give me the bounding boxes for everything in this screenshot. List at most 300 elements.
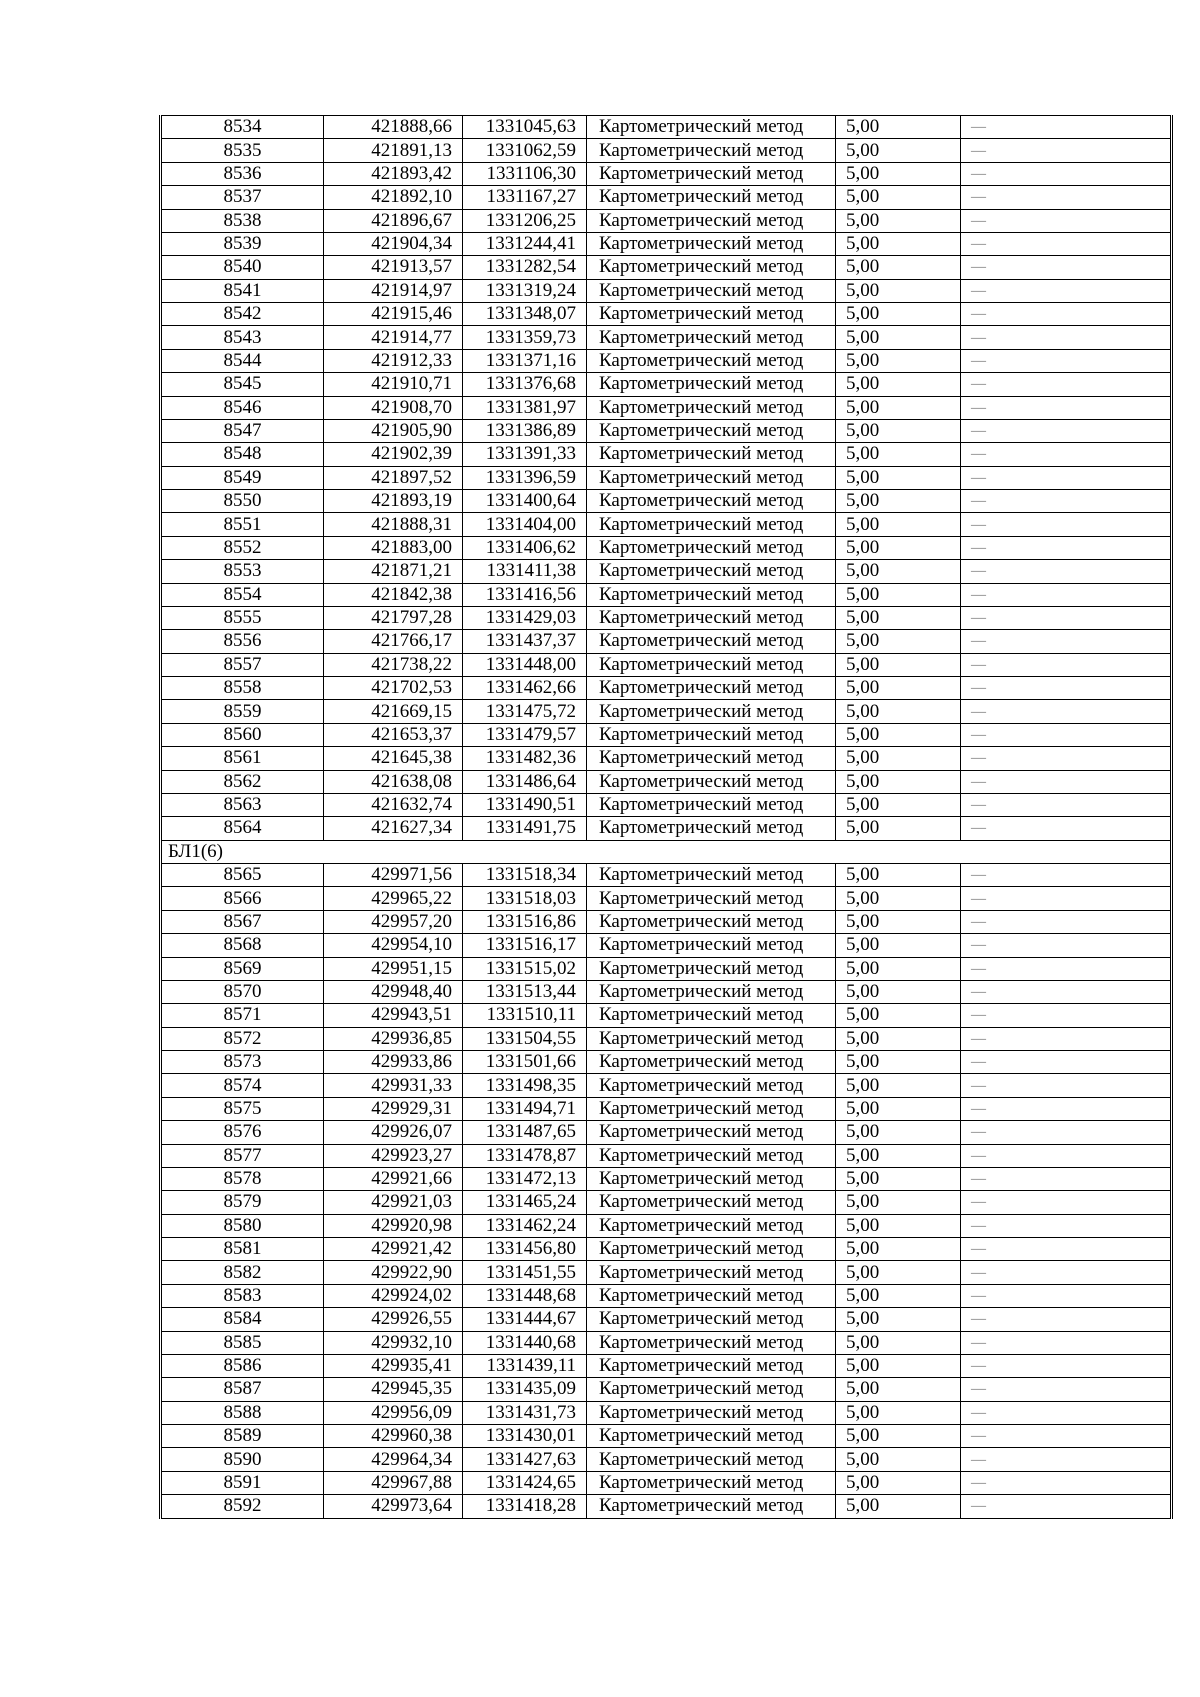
accuracy-cell: 5,00 [836, 1167, 961, 1190]
description-cell: — [961, 864, 1172, 887]
point-number-cell: 8578 [161, 1167, 324, 1190]
point-number-cell: 8557 [161, 653, 324, 676]
table-row [161, 1471, 1172, 1494]
table-row [161, 466, 1172, 489]
method-cell: Картометрический метод [587, 1074, 836, 1097]
x-coordinate-cell: 421738,22 [324, 653, 463, 676]
y-coordinate-cell: 1331106,30 [463, 162, 587, 185]
method-cell: Картометрический метод [587, 1167, 836, 1190]
description-cell: — [961, 677, 1172, 700]
description-cell: — [961, 1004, 1172, 1027]
method-cell: Картометрический метод [587, 1331, 836, 1354]
point-number-cell: 8587 [161, 1378, 324, 1401]
y-coordinate-cell: 1331456,80 [463, 1238, 587, 1261]
description-cell: — [961, 910, 1172, 933]
x-coordinate-cell: 421905,90 [324, 419, 463, 442]
x-coordinate-cell: 421766,17 [324, 630, 463, 653]
y-coordinate-cell: 1331491,75 [463, 817, 587, 840]
description-cell: — [961, 1471, 1172, 1494]
accuracy-cell: 5,00 [836, 116, 961, 139]
point-number-cell: 8581 [161, 1238, 324, 1261]
x-coordinate-cell: 421913,57 [324, 256, 463, 279]
y-coordinate-cell: 1331400,64 [463, 490, 587, 513]
method-cell: Картометрический метод [587, 817, 836, 840]
method-cell: Картометрический метод [587, 583, 836, 606]
x-coordinate-cell: 429921,66 [324, 1167, 463, 1190]
table-row [161, 419, 1172, 442]
method-cell: Картометрический метод [587, 419, 836, 442]
method-cell: Картометрический метод [587, 396, 836, 419]
x-coordinate-cell: 421893,19 [324, 490, 463, 513]
y-coordinate-cell: 1331418,28 [463, 1495, 587, 1518]
method-cell: Картометрический метод [587, 1191, 836, 1214]
table-row [161, 583, 1172, 606]
y-coordinate-cell: 1331498,35 [463, 1074, 587, 1097]
description-cell: — [961, 1191, 1172, 1214]
description-cell: — [961, 1495, 1172, 1518]
x-coordinate-cell: 429960,38 [324, 1425, 463, 1448]
y-coordinate-cell: 1331490,51 [463, 793, 587, 816]
table-row [161, 560, 1172, 583]
accuracy-cell: 5,00 [836, 1097, 961, 1120]
point-number-cell: 8565 [161, 864, 324, 887]
accuracy-cell: 5,00 [836, 770, 961, 793]
accuracy-cell: 5,00 [836, 1238, 961, 1261]
point-number-cell: 8534 [161, 116, 324, 139]
point-number-cell: 8547 [161, 419, 324, 442]
point-number-cell: 8535 [161, 139, 324, 162]
x-coordinate-cell: 429935,41 [324, 1354, 463, 1377]
method-cell: Картометрический метод [587, 1401, 836, 1424]
y-coordinate-cell: 1331391,33 [463, 443, 587, 466]
table-row [161, 1191, 1172, 1214]
point-number-cell: 8548 [161, 443, 324, 466]
y-coordinate-cell: 1331516,86 [463, 910, 587, 933]
table-row [161, 980, 1172, 1003]
method-cell: Картометрический метод [587, 116, 836, 139]
table-row [161, 232, 1172, 255]
table-row [161, 1425, 1172, 1448]
description-cell: — [961, 980, 1172, 1003]
accuracy-cell: 5,00 [836, 934, 961, 957]
method-cell: Картометрический метод [587, 957, 836, 980]
point-number-cell: 8546 [161, 396, 324, 419]
description-cell: — [961, 186, 1172, 209]
accuracy-cell: 5,00 [836, 443, 961, 466]
point-number-cell: 8554 [161, 583, 324, 606]
description-cell: — [961, 957, 1172, 980]
table-row [161, 373, 1172, 396]
point-number-cell: 8572 [161, 1027, 324, 1050]
point-number-cell: 8585 [161, 1331, 324, 1354]
point-number-cell: 8571 [161, 1004, 324, 1027]
point-number-cell: 8588 [161, 1401, 324, 1424]
accuracy-cell: 5,00 [836, 279, 961, 302]
point-number-cell: 8579 [161, 1191, 324, 1214]
x-coordinate-cell: 421891,13 [324, 139, 463, 162]
point-number-cell: 8540 [161, 256, 324, 279]
y-coordinate-cell: 1331396,59 [463, 466, 587, 489]
description-cell: — [961, 583, 1172, 606]
x-coordinate-cell: 429932,10 [324, 1331, 463, 1354]
accuracy-cell: 5,00 [836, 466, 961, 489]
method-cell: Картометрический метод [587, 1378, 836, 1401]
method-cell: Картометрический метод [587, 793, 836, 816]
y-coordinate-cell: 1331411,38 [463, 560, 587, 583]
description-cell: — [961, 747, 1172, 770]
table-row [161, 536, 1172, 559]
x-coordinate-cell: 429920,98 [324, 1214, 463, 1237]
description-cell: — [961, 817, 1172, 840]
x-coordinate-cell: 429971,56 [324, 864, 463, 887]
point-number-cell: 8568 [161, 934, 324, 957]
accuracy-cell: 5,00 [836, 1401, 961, 1424]
description-cell: — [961, 349, 1172, 372]
method-cell: Картометрический метод [587, 1097, 836, 1120]
x-coordinate-cell: 429967,88 [324, 1471, 463, 1494]
table-row [161, 1214, 1172, 1237]
point-number-cell: 8550 [161, 490, 324, 513]
table-row [161, 1284, 1172, 1307]
method-cell: Картометрический метод [587, 232, 836, 255]
y-coordinate-cell: 1331518,34 [463, 864, 587, 887]
y-coordinate-cell: 1331516,17 [463, 934, 587, 957]
table-row [161, 1074, 1172, 1097]
table-row [161, 139, 1172, 162]
description-cell: — [961, 1167, 1172, 1190]
accuracy-cell: 5,00 [836, 677, 961, 700]
y-coordinate-cell: 1331371,16 [463, 349, 587, 372]
accuracy-cell: 5,00 [836, 1261, 961, 1284]
x-coordinate-cell: 429954,10 [324, 934, 463, 957]
point-number-cell: 8556 [161, 630, 324, 653]
table-row [161, 700, 1172, 723]
description-cell: — [961, 770, 1172, 793]
y-coordinate-cell: 1331448,68 [463, 1284, 587, 1307]
table-row [161, 887, 1172, 910]
table-row [161, 1144, 1172, 1167]
y-coordinate-cell: 1331510,11 [463, 1004, 587, 1027]
x-coordinate-cell: 429956,09 [324, 1401, 463, 1424]
y-coordinate-cell: 1331424,65 [463, 1471, 587, 1494]
description-cell: — [961, 1214, 1172, 1237]
method-cell: Картометрический метод [587, 1004, 836, 1027]
y-coordinate-cell: 1331429,03 [463, 606, 587, 629]
point-number-cell: 8570 [161, 980, 324, 1003]
accuracy-cell: 5,00 [836, 1051, 961, 1074]
table-row [161, 162, 1172, 185]
table-row [161, 1308, 1172, 1331]
table-row [161, 653, 1172, 676]
description-cell: — [961, 396, 1172, 419]
accuracy-cell: 5,00 [836, 1308, 961, 1331]
point-number-cell: 8559 [161, 700, 324, 723]
method-cell: Картометрический метод [587, 536, 836, 559]
description-cell: — [961, 606, 1172, 629]
description-cell: — [961, 1331, 1172, 1354]
description-cell: — [961, 1144, 1172, 1167]
accuracy-cell: 5,00 [836, 1214, 961, 1237]
accuracy-cell: 5,00 [836, 349, 961, 372]
accuracy-cell: 5,00 [836, 326, 961, 349]
method-cell: Картометрический метод [587, 560, 836, 583]
x-coordinate-cell: 421902,39 [324, 443, 463, 466]
table-row [161, 910, 1172, 933]
x-coordinate-cell: 429951,15 [324, 957, 463, 980]
y-coordinate-cell: 1331482,36 [463, 747, 587, 770]
description-cell: — [961, 793, 1172, 816]
accuracy-cell: 5,00 [836, 303, 961, 326]
point-number-cell: 8573 [161, 1051, 324, 1074]
x-coordinate-cell: 429936,85 [324, 1027, 463, 1050]
description-cell: — [961, 1401, 1172, 1424]
y-coordinate-cell: 1331045,63 [463, 116, 587, 139]
x-coordinate-cell: 421912,33 [324, 349, 463, 372]
accuracy-cell: 5,00 [836, 1027, 961, 1050]
x-coordinate-cell: 429957,20 [324, 910, 463, 933]
x-coordinate-cell: 421883,00 [324, 536, 463, 559]
table-row [161, 1378, 1172, 1401]
method-cell: Картометрический метод [587, 1144, 836, 1167]
method-cell: Картометрический метод [587, 910, 836, 933]
point-number-cell: 8582 [161, 1261, 324, 1284]
y-coordinate-cell: 1331478,87 [463, 1144, 587, 1167]
table-row [161, 864, 1172, 887]
method-cell: Картометрический метод [587, 326, 836, 349]
table-row [161, 116, 1172, 139]
accuracy-cell: 5,00 [836, 560, 961, 583]
description-cell: — [961, 373, 1172, 396]
description-cell: — [961, 490, 1172, 513]
y-coordinate-cell: 1331348,07 [463, 303, 587, 326]
point-number-cell: 8577 [161, 1144, 324, 1167]
method-cell: Картометрический метод [587, 139, 836, 162]
point-number-cell: 8590 [161, 1448, 324, 1471]
accuracy-cell: 5,00 [836, 630, 961, 653]
method-cell: Картометрический метод [587, 630, 836, 653]
point-number-cell: 8541 [161, 279, 324, 302]
point-number-cell: 8576 [161, 1121, 324, 1144]
accuracy-cell: 5,00 [836, 373, 961, 396]
x-coordinate-cell: 429933,86 [324, 1051, 463, 1074]
x-coordinate-cell: 421892,10 [324, 186, 463, 209]
accuracy-cell: 5,00 [836, 232, 961, 255]
point-number-cell: 8538 [161, 209, 324, 232]
x-coordinate-cell: 421645,38 [324, 747, 463, 770]
point-number-cell: 8539 [161, 232, 324, 255]
method-cell: Картометрический метод [587, 1354, 836, 1377]
y-coordinate-cell: 1331513,44 [463, 980, 587, 1003]
table-row [161, 630, 1172, 653]
description-cell: — [961, 1051, 1172, 1074]
y-coordinate-cell: 1331386,89 [463, 419, 587, 442]
y-coordinate-cell: 1331406,62 [463, 536, 587, 559]
y-coordinate-cell: 1331494,71 [463, 1097, 587, 1120]
point-number-cell: 8549 [161, 466, 324, 489]
point-number-cell: 8551 [161, 513, 324, 536]
y-coordinate-cell: 1331430,01 [463, 1425, 587, 1448]
accuracy-cell: 5,00 [836, 209, 961, 232]
method-cell: Картометрический метод [587, 1308, 836, 1331]
table-row [161, 1261, 1172, 1284]
table-row [161, 513, 1172, 536]
y-coordinate-cell: 1331244,41 [463, 232, 587, 255]
accuracy-cell: 5,00 [836, 1354, 961, 1377]
table-body [161, 116, 1172, 1519]
method-cell: Картометрический метод [587, 700, 836, 723]
method-cell: Картометрический метод [587, 209, 836, 232]
description-cell: — [961, 232, 1172, 255]
accuracy-cell: 5,00 [836, 162, 961, 185]
method-cell: Картометрический метод [587, 1051, 836, 1074]
description-cell: — [961, 1354, 1172, 1377]
accuracy-cell: 5,00 [836, 1074, 961, 1097]
accuracy-cell: 5,00 [836, 1495, 961, 1518]
description-cell: — [961, 630, 1172, 653]
x-coordinate-cell: 429921,42 [324, 1238, 463, 1261]
x-coordinate-cell: 429973,64 [324, 1495, 463, 1518]
table-row [161, 957, 1172, 980]
accuracy-cell: 5,00 [836, 747, 961, 770]
x-coordinate-cell: 429924,02 [324, 1284, 463, 1307]
description-cell: — [961, 700, 1172, 723]
table-row [161, 279, 1172, 302]
table-row [161, 934, 1172, 957]
y-coordinate-cell: 1331462,66 [463, 677, 587, 700]
method-cell: Картометрический метод [587, 1425, 836, 1448]
x-coordinate-cell: 421893,42 [324, 162, 463, 185]
accuracy-cell: 5,00 [836, 186, 961, 209]
x-coordinate-cell: 421669,15 [324, 700, 463, 723]
method-cell: Картометрический метод [587, 747, 836, 770]
y-coordinate-cell: 1331319,24 [463, 279, 587, 302]
table-row [161, 677, 1172, 700]
point-number-cell: 8592 [161, 1495, 324, 1518]
table-row [161, 443, 1172, 466]
point-number-cell: 8567 [161, 910, 324, 933]
method-cell: Картометрический метод [587, 606, 836, 629]
description-cell: — [961, 279, 1172, 302]
description-cell: — [961, 536, 1172, 559]
method-cell: Картометрический метод [587, 1261, 836, 1284]
x-coordinate-cell: 429922,90 [324, 1261, 463, 1284]
y-coordinate-cell: 1331451,55 [463, 1261, 587, 1284]
accuracy-cell: 5,00 [836, 606, 961, 629]
method-cell: Картометрический метод [587, 349, 836, 372]
accuracy-cell: 5,00 [836, 1448, 961, 1471]
description-cell: — [961, 1121, 1172, 1144]
point-number-cell: 8537 [161, 186, 324, 209]
x-coordinate-cell: 429943,51 [324, 1004, 463, 1027]
point-number-cell: 8562 [161, 770, 324, 793]
x-coordinate-cell: 421915,46 [324, 303, 463, 326]
table-row [161, 793, 1172, 816]
y-coordinate-cell: 1331427,63 [463, 1448, 587, 1471]
description-cell: — [961, 513, 1172, 536]
description-cell: — [961, 1097, 1172, 1120]
y-coordinate-cell: 1331501,66 [463, 1051, 587, 1074]
method-cell: Картометрический метод [587, 1448, 836, 1471]
method-cell: Картометрический метод [587, 1495, 836, 1518]
method-cell: Картометрический метод [587, 466, 836, 489]
accuracy-cell: 5,00 [836, 1378, 961, 1401]
y-coordinate-cell: 1331206,25 [463, 209, 587, 232]
x-coordinate-cell: 421702,53 [324, 677, 463, 700]
y-coordinate-cell: 1331376,68 [463, 373, 587, 396]
point-number-cell: 8575 [161, 1097, 324, 1120]
accuracy-cell: 5,00 [836, 1144, 961, 1167]
accuracy-cell: 5,00 [836, 490, 961, 513]
method-cell: Картометрический метод [587, 162, 836, 185]
point-number-cell: 8553 [161, 560, 324, 583]
accuracy-cell: 5,00 [836, 1284, 961, 1307]
accuracy-cell: 5,00 [836, 653, 961, 676]
y-coordinate-cell: 1331448,00 [463, 653, 587, 676]
accuracy-cell: 5,00 [836, 793, 961, 816]
accuracy-cell: 5,00 [836, 536, 961, 559]
method-cell: Картометрический метод [587, 303, 836, 326]
accuracy-cell: 5,00 [836, 700, 961, 723]
method-cell: Картометрический метод [587, 864, 836, 887]
y-coordinate-cell: 1331431,73 [463, 1401, 587, 1424]
description-cell: — [961, 466, 1172, 489]
y-coordinate-cell: 1331435,09 [463, 1378, 587, 1401]
point-number-cell: 8555 [161, 606, 324, 629]
method-cell: Картометрический метод [587, 186, 836, 209]
table-row [161, 349, 1172, 372]
point-number-cell: 8564 [161, 817, 324, 840]
description-cell: — [961, 162, 1172, 185]
method-cell: Картометрический метод [587, 1121, 836, 1144]
point-number-cell: 8574 [161, 1074, 324, 1097]
method-cell: Картометрический метод [587, 1027, 836, 1050]
accuracy-cell: 5,00 [836, 1191, 961, 1214]
table-row [161, 209, 1172, 232]
y-coordinate-cell: 1331444,67 [463, 1308, 587, 1331]
point-number-cell: 8580 [161, 1214, 324, 1237]
description-cell: — [961, 1378, 1172, 1401]
y-coordinate-cell: 1331381,97 [463, 396, 587, 419]
accuracy-cell: 5,00 [836, 1425, 961, 1448]
y-coordinate-cell: 1331515,02 [463, 957, 587, 980]
y-coordinate-cell: 1331062,59 [463, 139, 587, 162]
y-coordinate-cell: 1331440,68 [463, 1331, 587, 1354]
table-row [161, 1027, 1172, 1050]
point-number-cell: 8589 [161, 1425, 324, 1448]
y-coordinate-cell: 1331437,37 [463, 630, 587, 653]
point-number-cell: 8552 [161, 536, 324, 559]
x-coordinate-cell: 421632,74 [324, 793, 463, 816]
y-coordinate-cell: 1331465,24 [463, 1191, 587, 1214]
accuracy-cell: 5,00 [836, 887, 961, 910]
point-number-cell: 8591 [161, 1471, 324, 1494]
y-coordinate-cell: 1331167,27 [463, 186, 587, 209]
table-row [161, 747, 1172, 770]
description-cell: — [961, 887, 1172, 910]
method-cell: Картометрический метод [587, 1471, 836, 1494]
description-cell: — [961, 1284, 1172, 1307]
table-row [161, 490, 1172, 513]
table-row [161, 1004, 1172, 1027]
accuracy-cell: 5,00 [836, 1331, 961, 1354]
method-cell: Картометрический метод [587, 513, 836, 536]
x-coordinate-cell: 421908,70 [324, 396, 463, 419]
table-row [161, 817, 1172, 840]
table-row [161, 1167, 1172, 1190]
x-coordinate-cell: 421896,67 [324, 209, 463, 232]
y-coordinate-cell: 1331359,73 [463, 326, 587, 349]
method-cell: Картометрический метод [587, 1214, 836, 1237]
